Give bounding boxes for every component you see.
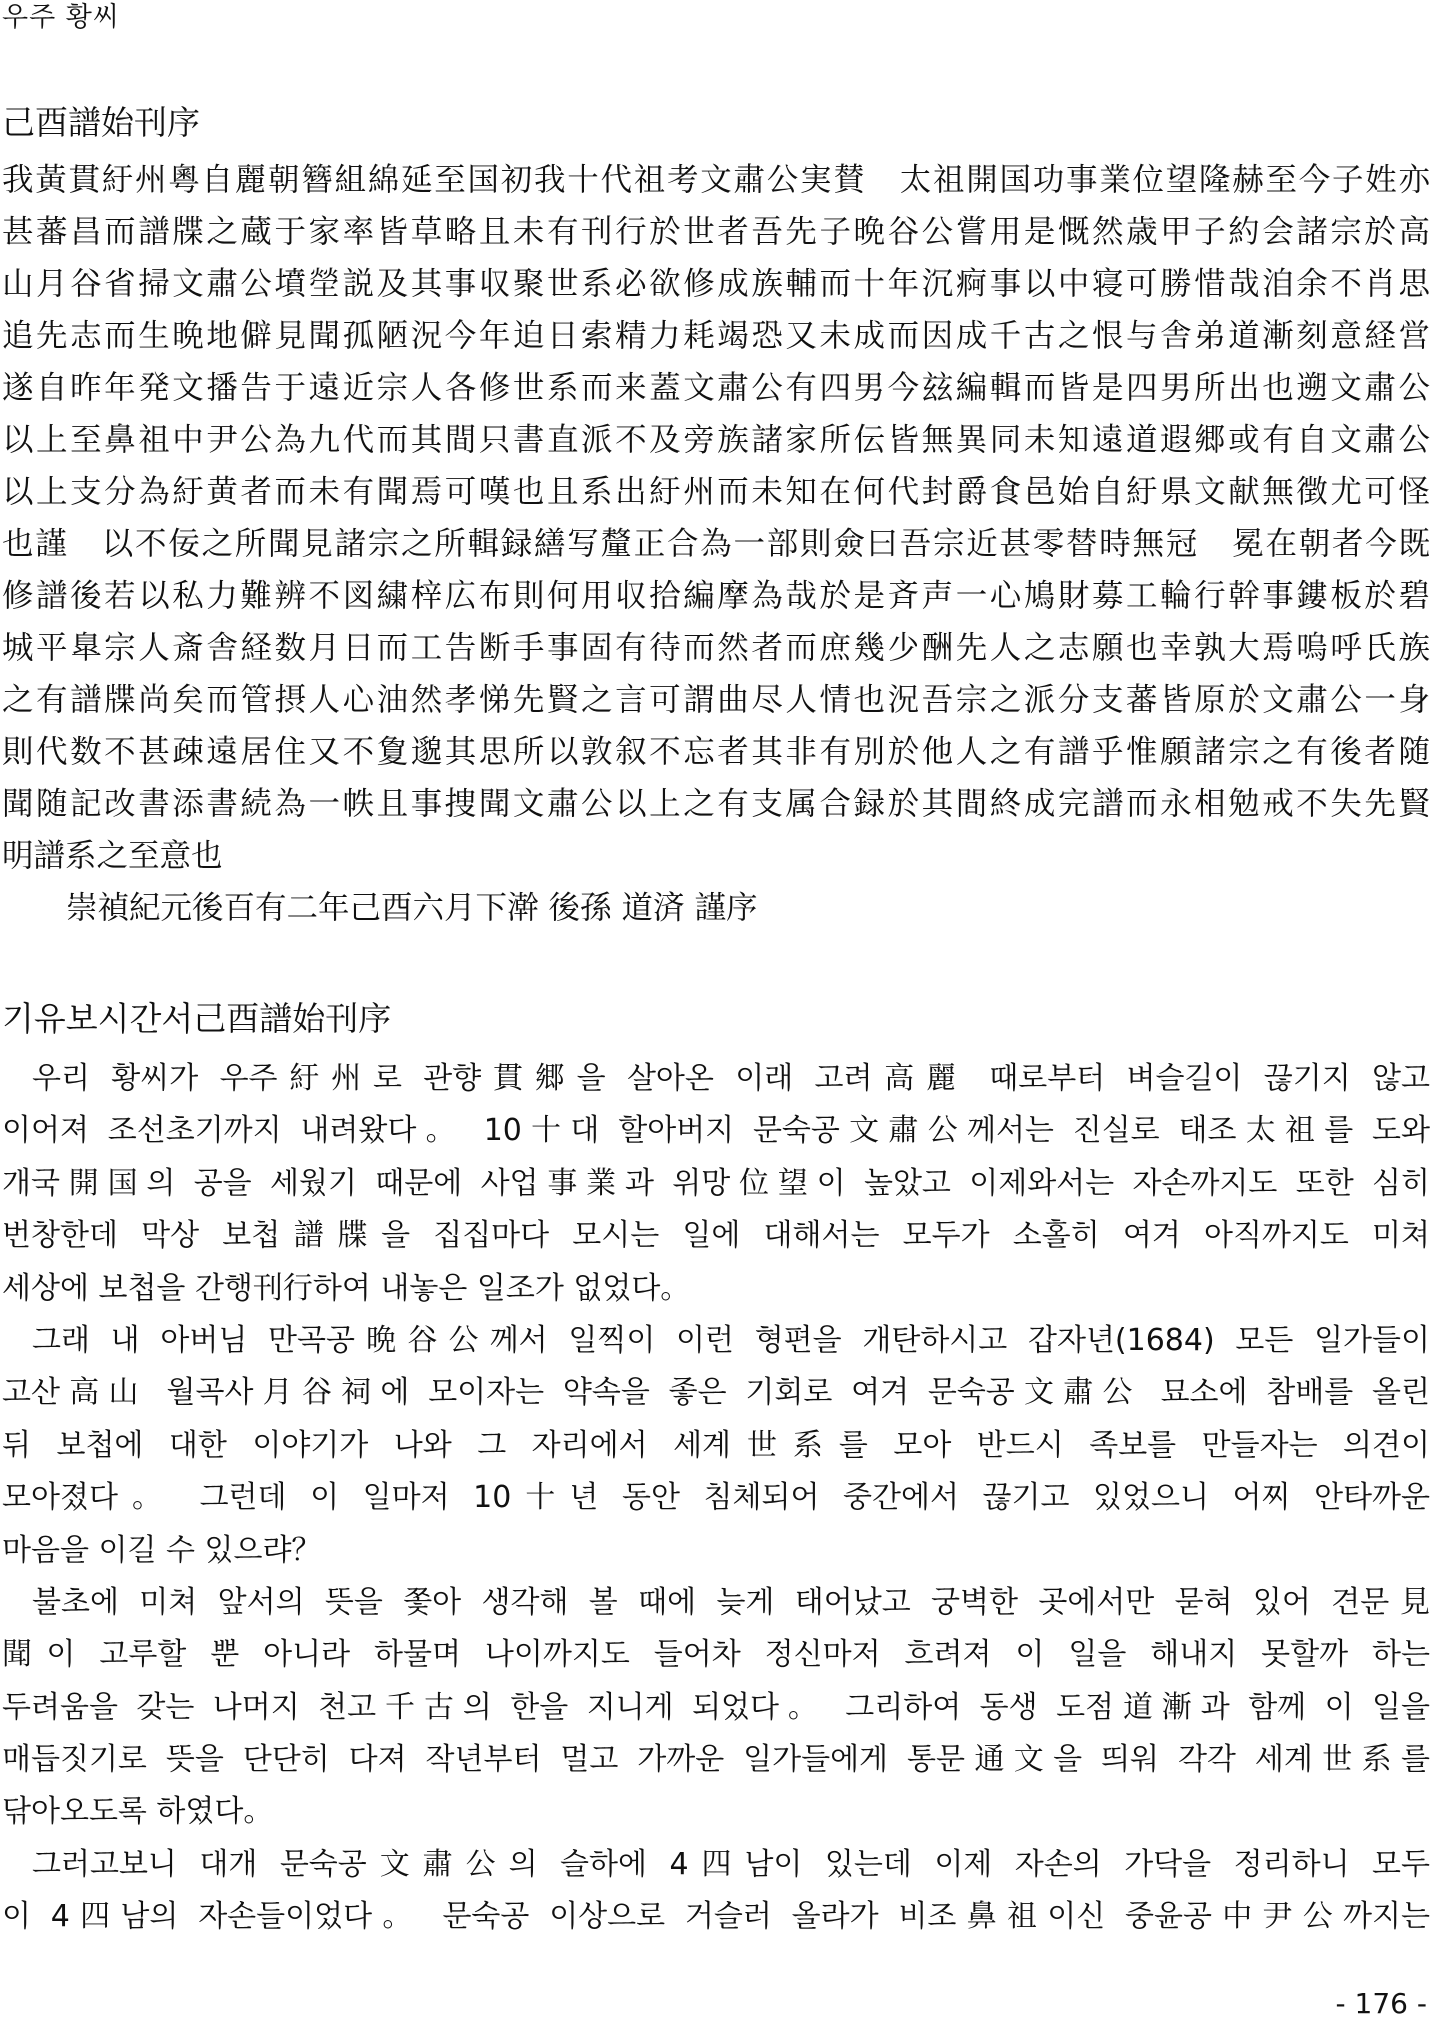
text-line: 이 4四남의 자손들이었다。 문숙공 이상으로 거슬러 올라가 비조鼻祖이신 중윤공中尹公까지는 — [2, 1899, 1430, 1935]
text-line: 山月谷省掃文肅公墳塋説及其事収聚世系必欲修成族輔而十年沉痾事以中寝可勝惜哉洎余不肖思 — [2, 266, 1430, 302]
text-line: 세상에 보첩을 간행刊行하여 내놓은 일조가 없었다。 — [2, 1270, 691, 1306]
text-line: 明譜系之至意也 — [2, 838, 223, 874]
text-line: 마음을 이길 수 있으랴？ — [2, 1532, 322, 1568]
text-line: 고산高山 월곡사月谷祠에 모이자는 약속을 좋은 기회로 여겨 문숙공文肅公 묘소에 참배를 올린 — [2, 1375, 1430, 1411]
text-line: 개국開国의 공을 세웠기 때문에 사업事業과 위망位望이 높았고 이제와서는 자손까지도 또한 심히 — [2, 1165, 1430, 1201]
text-line: 遂自昨年発文播告于遠近宗人各修世系而来蓋文肅公有四男今玆編輯而皆是四男所出也遡文肅公 — [2, 370, 1430, 406]
text-line: 그러고보니 대개 문숙공文肅公의 슬하에 4四남이 있는데 이제 자손의 가닥을 정리하니 모두 — [32, 1846, 1430, 1882]
paragraph — [2, 1577, 1430, 1839]
paragraph — [2, 1053, 1430, 1315]
text-line: 뒤 보첩에 대한 이야기가 나와 그 자리에서 세계世系를 모아 반드시 족보를 만들자는 의견이 — [2, 1427, 1430, 1463]
paragraph — [2, 1839, 1430, 1944]
text-line: 두려움을 갖는 나머지 천고千古의 한을 지니게 되었다。 그리하여 동생 도점道漸과 함께 이 일을 — [2, 1689, 1430, 1725]
text-line: 우리 황씨가 우주紆州로 관향貫郷을 살아온 이래 고려高麗 때로부터 벼슬길이 끊기지 않고 — [32, 1061, 1430, 1096]
page-number: - 176 - — [1335, 1987, 1427, 2020]
text-line: 모아졌다。 그런데 이 일마저 10十년 동안 침체되어 중간에서 끊기고 있었으니 어찌 안타까운 — [2, 1480, 1430, 1516]
chinese-preface-title: 己酉譜始刊序 — [2, 103, 200, 142]
colophon: 崇禎紀元後百有二年己酉六月下澣 後孫 道済 謹序 — [66, 890, 758, 926]
running-header: 우주 황씨 — [2, 2, 120, 33]
text-line: 甚蕃昌而譜牒之蔵于家率皆草略且未有刊行於世者吾先子晩谷公嘗用是慨然歳甲子約会諸宗於高 — [2, 214, 1430, 250]
chinese-preface-body — [2, 154, 1430, 934]
text-line: 之有譜牒尚矣而管摂人心油然孝悌先賢之言可謂曲尽人情也況吾宗之派分支蕃皆原於文肅公一身 — [2, 682, 1430, 718]
text-line: 聞随記改書添書続為一帙且事捜聞文肅公以上之有支属合録於其間終成完譜而永相勉戒不失先賢 — [2, 786, 1430, 822]
text-line: 그래 내 아버님 만곡공晩谷公께서 일찍이 이런 형편을 개탄하시고 갑자년(1684) 모든 일가들이 — [32, 1322, 1430, 1358]
korean-preface-body — [2, 1053, 1430, 1944]
text-line: 불초에 미쳐 앞서의 뜻을 쫓아 생각해 볼 때에 늦게 태어났고 궁벽한 곳에서만 묻혀 있어 견문見 — [32, 1584, 1430, 1620]
text-line: 則代数不甚疎遠居住又不夐邈其思所以敦叙不忘者其非有別於他人之有譜乎惟願諸宗之有後者随 — [2, 734, 1430, 770]
text-line: 매듭짓기로 뜻을 단단히 다져 작년부터 멀고 가까운 일가들에게 통문通文을 띄워 각각 세계世系를 — [2, 1742, 1430, 1778]
text-line: 닦아오도록 하였다。 — [2, 1794, 274, 1830]
text-line: 以上支分為紆黄者而未有聞焉可嘆也且系出紆州而未知在何代封爵食邑始自紆県文献無徴尤可怪 — [2, 474, 1430, 510]
text-line: 번창한데 막상 보첩譜牒을 집집마다 모시는 일에 대해서는 모두가 소홀히 여겨 아직까지도 미쳐 — [2, 1218, 1430, 1254]
text-line: 修譜後若以私力難辨不図繍梓広布則何用収拾編摩為哉於是斉声一心鳩財募工輪行幹事鏤板於碧 — [2, 578, 1430, 614]
paragraph — [2, 1315, 1430, 1577]
text-line: 也謹 以不佞之所聞見諸宗之所輯録繕写釐正合為一部則僉曰吾宗近甚零替時無冠 冕在朝者今既 — [2, 526, 1430, 562]
text-line: 聞이 고루할 뿐 아니라 하물며 나이까지도 들어차 정신마저 흐려져 이 일을 해내지 못할까 하는 — [2, 1637, 1430, 1673]
text-line: 城平臯宗人斎舎経数月日而工告断手事固有待而然者而庶幾少酬先人之志願也幸孰大焉嗚呼氏族 — [2, 630, 1430, 666]
text-line: 이어져 조선초기까지 내려왔다。 10十대 할아버지 문숙공文肅公께서는 진실로 태조太祖를 도와 — [2, 1113, 1430, 1149]
text-line: 以上至鼻祖中尹公為九代而其間只書直派不及旁族諸家所伝皆無異同未知遠道遐郷或有自文肅公 — [2, 422, 1430, 458]
korean-preface-title: 기유보시간서己酉譜始刊序 — [2, 999, 392, 1038]
text-line: 追先志而生晩地僻見聞孤陋況今年迫日索精力耗竭恐又未成而因成千古之恨与舎弟道漸刻意経営 — [2, 318, 1430, 354]
text-line: 我黃貫紆州粵自麗朝簪組綿延至国初我十代祖考文肅公実賛 太祖開国功事業位望隆赫至今子姓亦 — [2, 162, 1430, 198]
